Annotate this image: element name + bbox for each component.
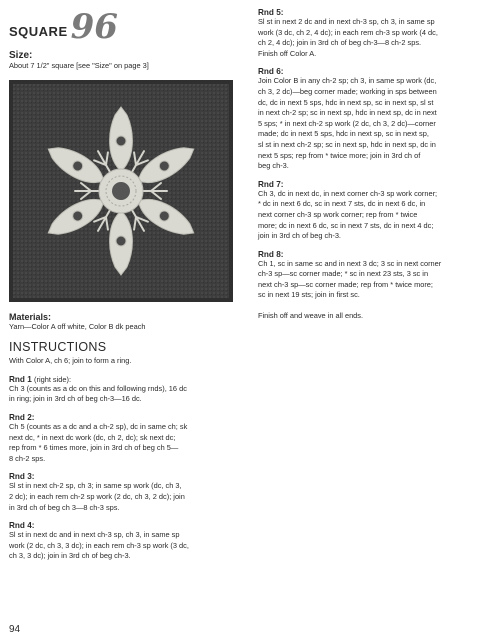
rnd7-heading: Rnd 7: <box>258 179 284 189</box>
rnd5-heading: Rnd 5: <box>258 8 284 17</box>
rnd6-line: dc, dc in next 5 sps, hdc in next sp, sc in next sp, sl st <box>258 97 434 107</box>
rnd6-line: sl st in next ch-2 sp; sc in next sp, hdc in next sp, dc in <box>258 139 436 149</box>
rnd1-body <box>9 384 245 405</box>
rnd4-line: work (2 dc, ch 3, 3 dc); in each rem ch-3 sp work (3 dc, <box>9 540 189 550</box>
rnd6-line: made; dc in next 5 sps, hdc in next sp, sc in next sp, <box>258 129 429 139</box>
rnd8-section <box>258 250 490 301</box>
rnd5-line: work (3 dc, ch 2, 4 dc); in each rem ch-3 sp work (4 dc, <box>258 27 438 37</box>
rnd2-line: rep from * 6 times more, join in 3rd ch of beg ch 5— <box>9 443 179 453</box>
rnd2-line: next dc, * in next dc work (dc, ch 2, dc); sk next dc; <box>9 432 176 442</box>
rnd6-line: in next ch-2 sp; sc in next sp, hdc in next sp, dc in next <box>258 108 437 118</box>
rnd8-line: ch-3 sp—sc corner made; * sc in next 23 sts, 3 sc in <box>258 269 429 279</box>
rnd5-body <box>258 17 490 59</box>
rnd6-heading: Rnd 6: <box>258 67 284 77</box>
rnd1-subtitle: (right side): <box>34 374 71 384</box>
rnd3-line: in 3rd ch of beg ch 3—8 ch-3 sps. <box>9 502 120 512</box>
rnd4-body <box>9 530 245 562</box>
granny-square-photo <box>9 80 233 302</box>
page-title <box>9 7 245 47</box>
rnd1-title: Rnd 1 <box>9 374 32 384</box>
rnd8-body <box>258 259 490 301</box>
rnd2-line: 8 ch-2 sps. <box>9 453 46 463</box>
rnd4-line: ch 3, 3 dc); join in 3rd ch of beg ch-3. <box>9 551 131 561</box>
rnd5-line: Finish off Color A. <box>258 48 317 58</box>
instructions-intro: With Color A, ch 6; join to form a ring. <box>9 356 132 366</box>
title-word: SQUARE <box>9 24 68 39</box>
rnd1-line: in ring; join in 3rd ch of beg ch-3—16 dc. <box>9 394 142 404</box>
rnd1-line: Ch 3 (counts as a dc on this and following rnds), 16 dc <box>9 383 187 393</box>
rnd5-line: ch 2, 4 dc); join in 3rd ch of beg ch-3—8 ch-2 sps. <box>258 38 422 48</box>
rnd6-section <box>258 67 490 171</box>
rnd6-line: next 5 sps; rep from * twice more; join in 3rd ch of <box>258 150 421 160</box>
rnd7-section <box>258 180 490 242</box>
size-heading: Size: <box>9 50 33 61</box>
materials-heading: Materials: <box>9 311 52 322</box>
rnd2-line: Ch 5 (counts as a dc and a ch-2 sp), dc in same ch; sk <box>9 421 188 431</box>
rnd2-heading: Rnd 2: <box>9 412 35 422</box>
rnd3-line: Sl st in next ch-2 sp, ch 3; in same sp work (dc, ch 3, <box>9 481 182 491</box>
title-number: 96 <box>70 7 118 47</box>
rnd4-line: Sl st in next dc and in next ch-3 sp, ch 3, in same sp <box>9 530 180 540</box>
rnd8-line: next ch-3 sp—sc corner made; rep from * twice more; <box>258 279 433 289</box>
right-column <box>258 8 490 322</box>
rnd3-line: 2 dc); in each rem ch-2 sp work (2 dc, ch 3, 2 dc); join <box>9 491 185 501</box>
rnd8-line: Ch 1, sc in same sc and in next 3 dc; 3 sc in next corner <box>258 258 442 268</box>
snowflake-motif-image <box>9 80 233 302</box>
rnd6-line: beg ch-3. <box>258 161 289 171</box>
rnd8-heading: Rnd 8: <box>258 249 284 259</box>
rnd7-body <box>258 189 490 242</box>
rnd2-body <box>9 422 245 464</box>
rnd7-line: next corner ch-3 sp work corner; rep from * twice <box>258 209 418 219</box>
rnd7-line: * dc in next 6 dc, sc in next 7 sts, dc in next 6 dc, in <box>258 199 426 209</box>
materials-text: Yarn—Color A off white, Color B dk peach <box>9 321 146 331</box>
left-column <box>9 8 245 562</box>
rnd7-line: Ch 3, dc in next dc, in next corner ch-3 sp work corner; <box>258 188 438 198</box>
rnd6-line: ch 3, 2 dc)—beg corner made; working in sps between <box>258 86 437 96</box>
rnd3-heading: Rnd 3: <box>9 472 35 482</box>
rnd7-line: join in 3rd ch of beg ch-3. <box>258 231 341 241</box>
instructions-heading: INSTRUCTIONS <box>9 340 107 355</box>
rnd4-heading: Rnd 4: <box>9 521 35 531</box>
rnd1-heading <box>9 375 245 384</box>
rnd6-body <box>258 76 490 171</box>
rnd6-line: 5 sps; * in next ch-2 sp work (2 dc, ch 3, 2 dc)—corner <box>258 118 436 128</box>
rnd5-section <box>258 8 490 59</box>
rnd7-line: more; dc in next 6 dc, sc in next 7 sts, dc in next 4 dc; <box>258 220 434 230</box>
rnd6-line: Join Color B in any ch-2 sp; ch 3, in same sp work (dc, <box>258 76 437 86</box>
page-number: 94 <box>9 624 21 635</box>
rnd8-line: sc in next 19 sts; join in first sc. <box>258 290 360 300</box>
rnd5-line: Sl st in next 2 dc and in next ch-3 sp, ch 3, in same sp <box>258 17 435 26</box>
size-text: About 7 1/2" square [see "Size" on page 3] <box>9 61 149 70</box>
finish-text: Finish off and weave in all ends. <box>258 311 364 321</box>
rnd3-body <box>9 481 245 513</box>
